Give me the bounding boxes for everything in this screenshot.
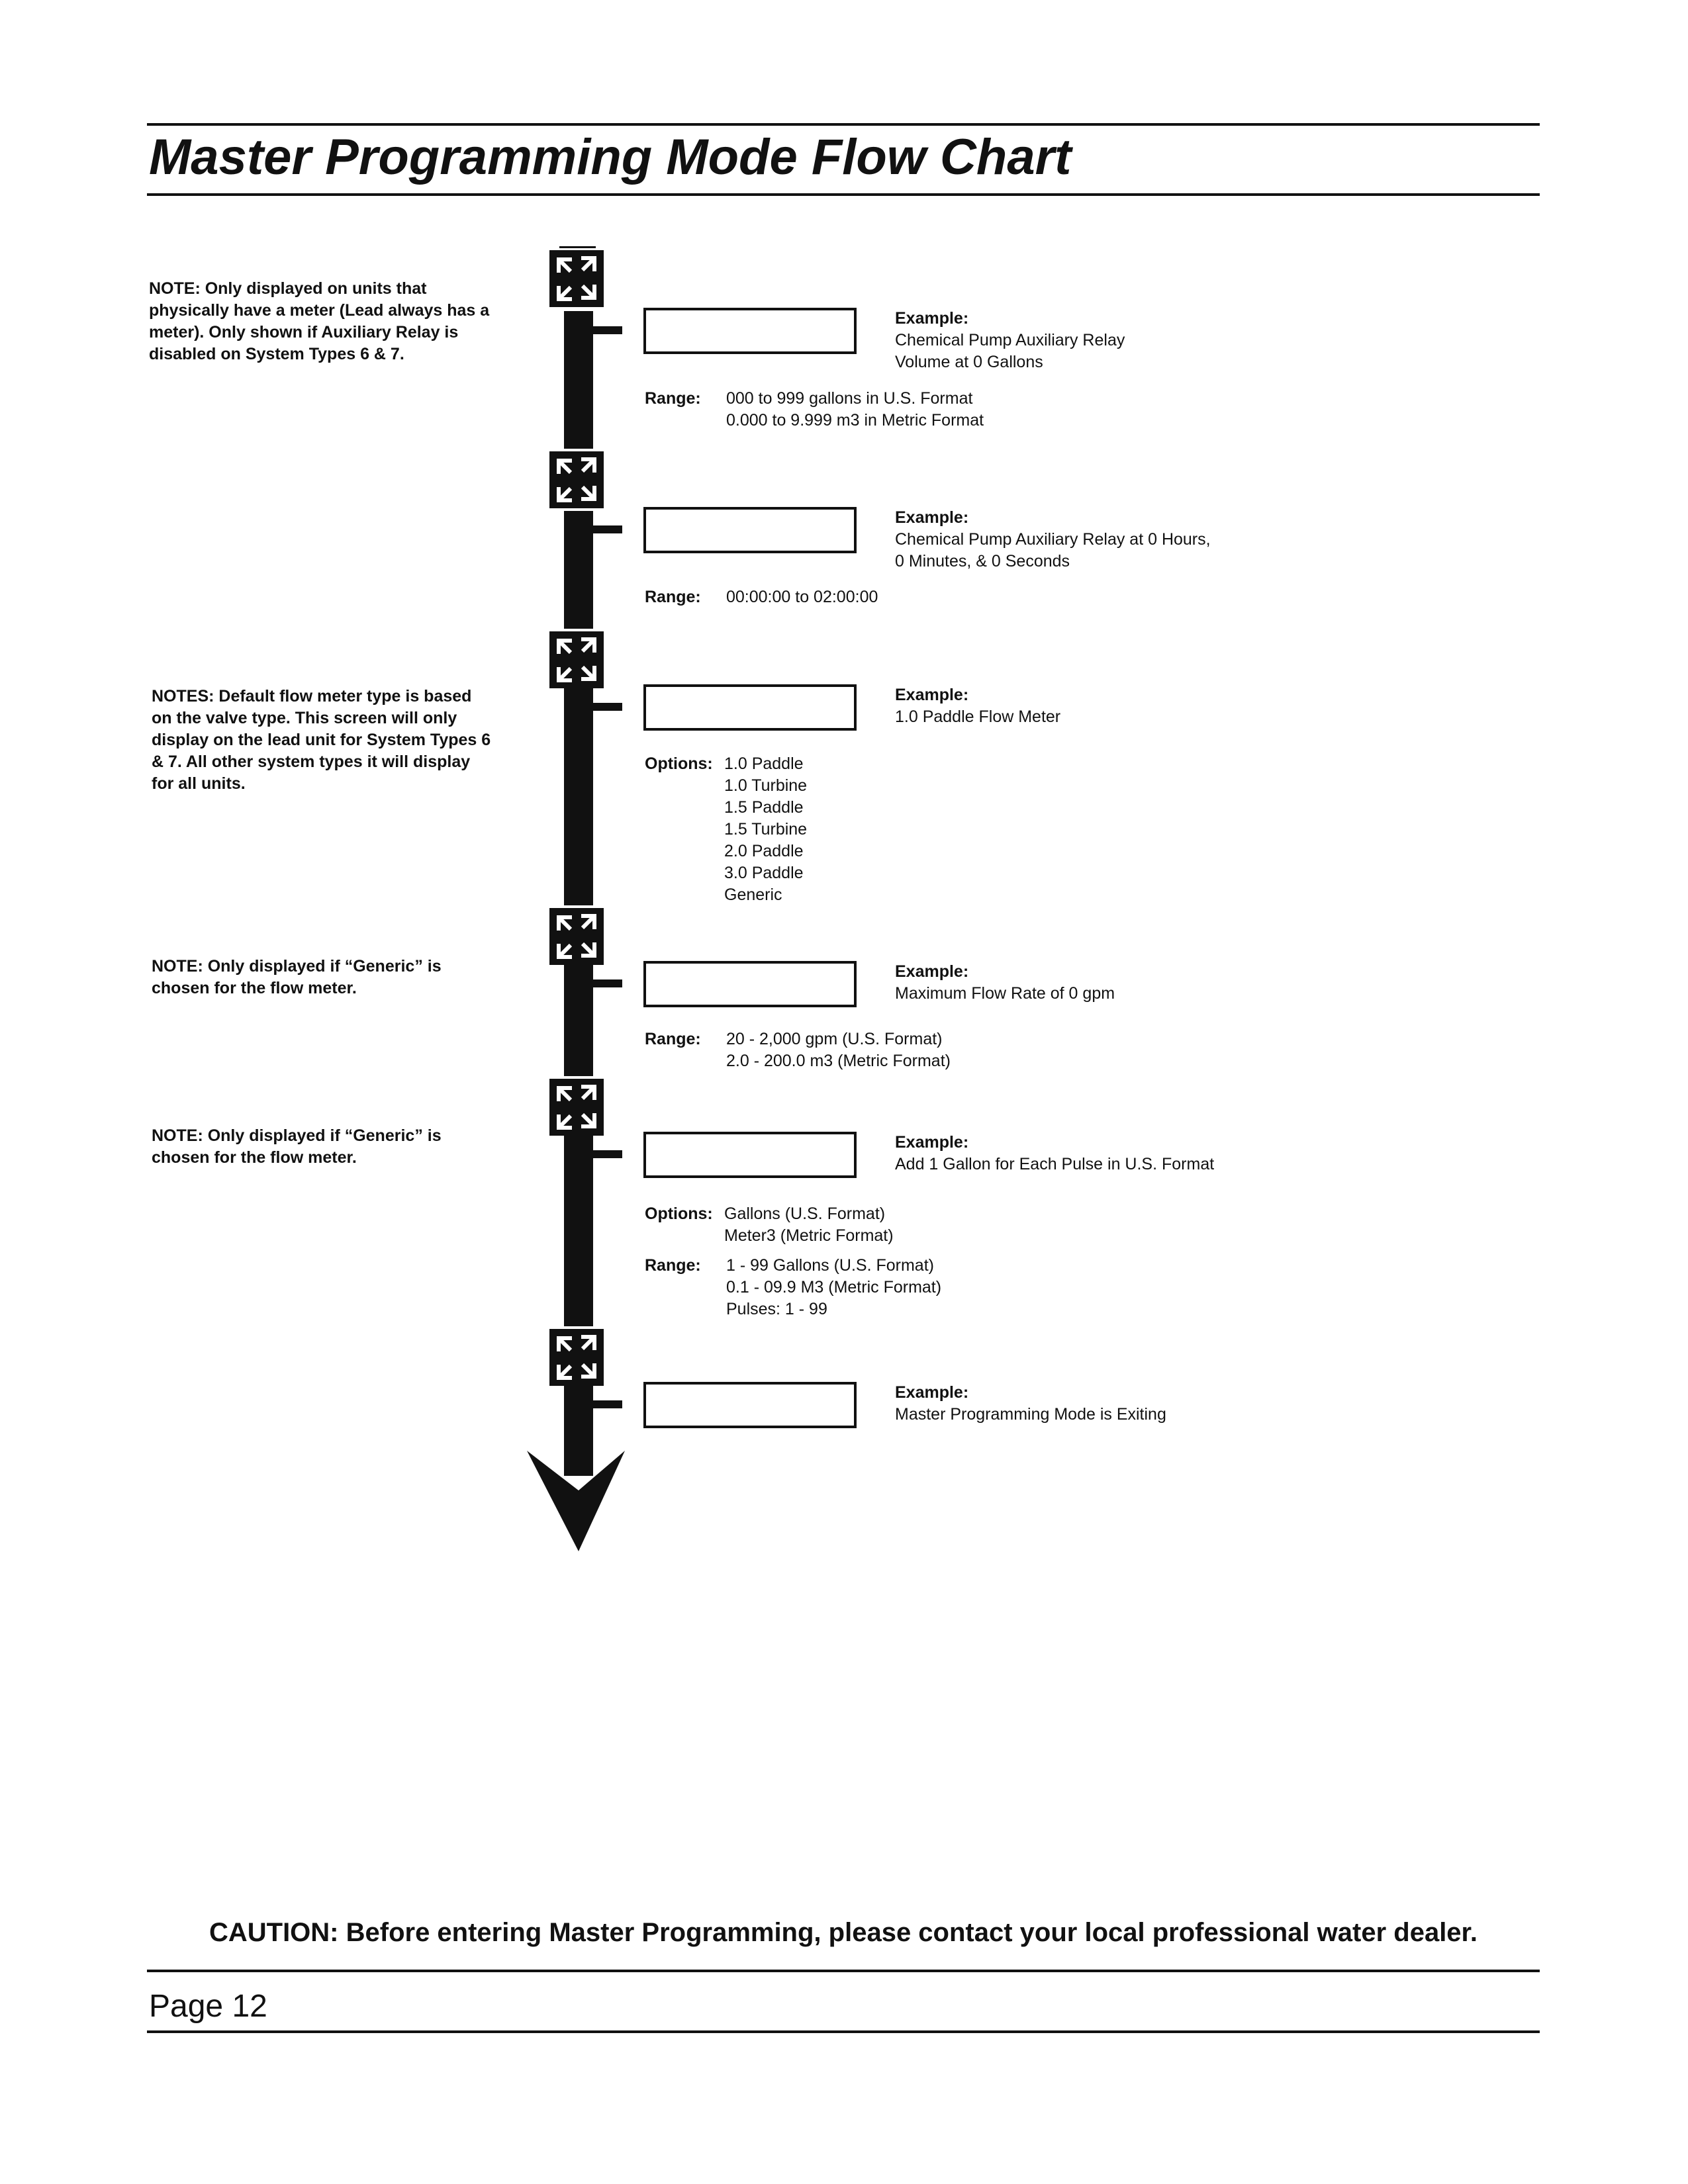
detail-value: 1 - 99 Gallons (U.S. Format) [726, 1256, 934, 1275]
connector-tick [589, 326, 622, 334]
example-heading: Example: [895, 1383, 969, 1402]
detail-values [724, 1203, 894, 1247]
lcd-line-1 [651, 1006, 854, 1007]
example-block [895, 684, 1060, 728]
refresh-arrows-icon [549, 250, 604, 307]
lcd-display [643, 1382, 857, 1428]
detail-label: Range: [645, 588, 701, 606]
detail-value: 1.0 Turbine [724, 776, 808, 795]
detail-value: 1.0 Paddle [724, 754, 804, 773]
connector-tick [589, 1150, 622, 1158]
lcd-display [643, 507, 857, 553]
flow-top-mark [559, 246, 596, 248]
example-text [895, 983, 1115, 1005]
detail-values [726, 1028, 951, 1072]
page-title: Master Programming Mode Flow Chart [149, 129, 1072, 185]
lcd-display [643, 684, 857, 731]
lcd-line-1 [651, 1177, 854, 1178]
example-block [895, 961, 1115, 1005]
detail-value: Generic [724, 886, 782, 904]
example-text [895, 1154, 1214, 1175]
detail-value: 2.0 Paddle [724, 842, 804, 860]
detail-value: 1.5 Turbine [724, 820, 808, 839]
detail-label: Options: [645, 1205, 713, 1223]
example-line: 1.0 Paddle Flow Meter [895, 707, 1061, 726]
flow-segment [564, 1136, 593, 1326]
example-line: Add 1 Gallon for Each Pulse in U.S. Format [895, 1155, 1215, 1173]
lcd-line-1 [651, 729, 854, 731]
step-note: NOTE: Only displayed on units that physically have a meter (Lead always has a meter). Only shown if Auxiliary Relay is disabled on System Types 6 & 7. [149, 279, 490, 363]
flow-segment [564, 1386, 593, 1439]
detail-values [726, 586, 878, 608]
example-heading: Example: [895, 962, 969, 981]
refresh-arrows-icon [549, 631, 604, 688]
step-button[interactable] [549, 451, 604, 508]
detail-value: 1.5 Paddle [724, 798, 804, 817]
step-note: NOTE: Only displayed if “Generic” is chosen for the flow meter. [152, 957, 442, 997]
example-line: Chemical Pump Auxiliary Relay at 0 Hours, [895, 530, 1211, 549]
detail-value: Pulses: 1 - 99 [726, 1300, 827, 1318]
example-text [895, 706, 1060, 728]
refresh-arrows-icon [549, 908, 604, 965]
detail-value: 3.0 Paddle [724, 864, 804, 882]
connector-tick [589, 703, 622, 711]
example-line: Master Programming Mode is Exiting [895, 1405, 1166, 1424]
example-line: Chemical Pump Auxiliary Relay [895, 331, 1125, 349]
footer-rule-top [147, 1970, 1540, 1972]
flow-segment [564, 688, 593, 905]
title-underline [147, 193, 1540, 196]
example-heading: Example: [895, 309, 969, 328]
step-button[interactable] [549, 908, 604, 965]
detail-value: Gallons (U.S. Format) [724, 1205, 886, 1223]
example-heading: Example: [895, 686, 969, 704]
lcd-line-1 [651, 552, 854, 553]
step-button[interactable] [549, 1329, 604, 1386]
example-text [895, 330, 1125, 373]
step-button[interactable] [549, 1079, 604, 1136]
detail-label: Range: [645, 1030, 701, 1048]
example-line: Maximum Flow Rate of 0 gpm [895, 984, 1115, 1003]
detail-value: 0.000 to 9.999 m3 in Metric Format [726, 411, 984, 430]
connector-tick [589, 525, 622, 533]
detail-label: Options: [645, 754, 713, 773]
step-note: NOTE: Only displayed if “Generic” is chosen for the flow meter. [152, 1126, 442, 1167]
example-line: 0 Minutes, & 0 Seconds [895, 552, 1070, 570]
detail-values [726, 1255, 941, 1320]
lcd-line-1 [651, 353, 854, 354]
example-block [895, 1132, 1214, 1175]
example-heading: Example: [895, 508, 969, 527]
detail-value: 00:00:00 to 02:00:00 [726, 588, 878, 606]
detail-value: 20 - 2,000 gpm (U.S. Format) [726, 1030, 943, 1048]
refresh-arrows-icon [549, 451, 604, 508]
detail-label: Range: [645, 389, 701, 408]
refresh-arrows-icon [549, 1079, 604, 1136]
lcd-display [643, 1132, 857, 1178]
step-note: NOTES: Default flow meter type is based on the valve type. This screen will only display on the lead unit for System Types 6 & 7. All other system types it will display for all units. [152, 687, 491, 793]
page-number: Page 12 [149, 1989, 267, 2024]
lcd-line-1 [651, 1427, 854, 1428]
detail-value: 000 to 999 gallons in U.S. Format [726, 389, 973, 408]
top-rule [147, 123, 1540, 126]
lcd-display [643, 308, 857, 354]
detail-value: 2.0 - 200.0 m3 (Metric Format) [726, 1052, 951, 1070]
footer-rule-bottom [147, 2030, 1540, 2033]
caution-text: CAUTION: Before entering Master Programming, please contact your local professional water dealer. [209, 1918, 1478, 1947]
connector-tick [589, 979, 622, 987]
step-button[interactable] [549, 631, 604, 688]
detail-value: 0.1 - 09.9 M3 (Metric Format) [726, 1278, 942, 1297]
detail-value: Meter3 (Metric Format) [724, 1226, 894, 1245]
detail-values [724, 753, 807, 906]
connector-tick [589, 1400, 622, 1408]
example-text [895, 529, 1211, 572]
example-line: Volume at 0 Gallons [895, 353, 1043, 371]
example-heading: Example: [895, 1133, 969, 1152]
example-block [895, 507, 1211, 572]
example-text [895, 1404, 1166, 1426]
detail-label: Range: [645, 1256, 701, 1275]
detail-values [726, 388, 984, 432]
step-button[interactable] [549, 250, 604, 307]
down-arrow-icon [523, 1436, 629, 1553]
example-block [895, 308, 1125, 373]
example-block [895, 1382, 1166, 1426]
lcd-display [643, 961, 857, 1007]
refresh-arrows-icon [549, 1329, 604, 1386]
